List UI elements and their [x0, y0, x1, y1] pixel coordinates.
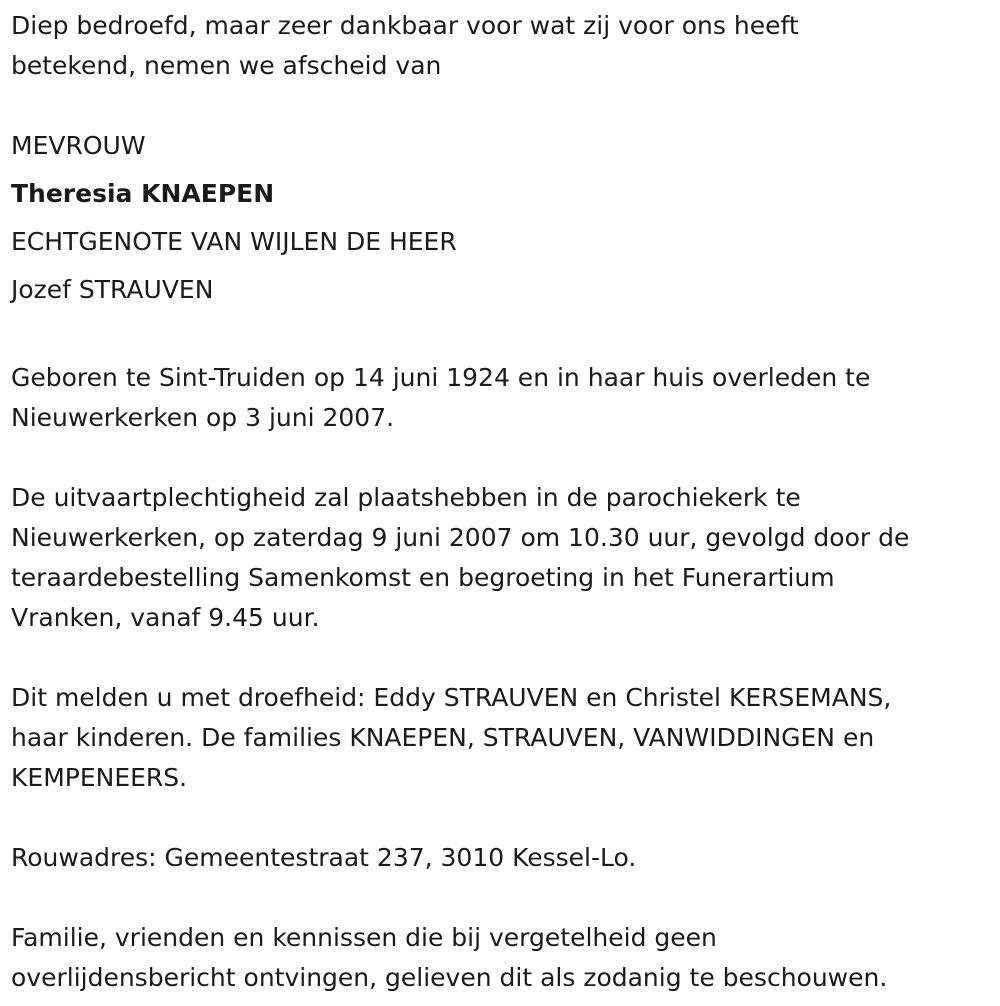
funeral-line-1: De uitvaartplechtigheid zal plaatshebben in de parochiekerk te: [11, 483, 801, 512]
closing-line-2: overlijdensbericht ontvingen, gelieven dit als zodanig te beschouwen.: [11, 963, 888, 992]
spacer: [11, 86, 991, 126]
obituary-document: [11, 0, 991, 998]
funeral-line-4: Vranken, vanaf 9.45 uur.: [11, 603, 320, 632]
spacer: [11, 438, 991, 478]
spacer: [11, 314, 991, 358]
birth-death-line-1: Geboren te Sint-Truiden op 14 juni 1924 en in haar huis overleden te: [11, 363, 871, 392]
intro-line-1: Diep bedroefd, maar zeer dankbaar voor wat zij voor ons heeft: [11, 11, 799, 40]
closing-paragraph: [11, 918, 991, 998]
spacer: [11, 878, 991, 918]
announcers-line-3: KEMPENEERS.: [11, 763, 188, 792]
funeral-line-2: Nieuwerkerken, op zaterdag 9 juni 2007 om 10.30 uur, gevolgd door de: [11, 523, 910, 552]
spouse-name: Jozef STRAUVEN: [11, 275, 214, 304]
spacer: [11, 638, 991, 678]
funeral-paragraph: [11, 478, 991, 638]
intro-line-2: betekend, nemen we afscheid van: [11, 51, 442, 80]
address-paragraph: [11, 838, 991, 878]
deceased-relation: ECHTGENOTE VAN WIJLEN DE HEER: [11, 227, 457, 256]
deceased-name: Theresia KNAEPEN: [11, 179, 275, 208]
funeral-line-3: teraardebestelling Samenkomst en begroeting in het Funerartium: [11, 563, 835, 592]
intro-paragraph: [11, 6, 991, 86]
birth-death-paragraph: [11, 358, 991, 438]
closing-line-1: Familie, vrienden en kennissen die bij vergetelheid geen: [11, 923, 717, 952]
announcers-line-1: Dit melden u met droefheid: Eddy STRAUVEN en Christel KERSEMANS,: [11, 683, 892, 712]
birth-death-line-2: Nieuwerkerken op 3 juni 2007.: [11, 403, 395, 432]
announcers-paragraph: [11, 678, 991, 798]
spacer: [11, 798, 991, 838]
deceased-block: [11, 122, 991, 314]
address-line: Rouwadres: Gemeentestraat 237, 3010 Kessel-Lo.: [11, 843, 637, 872]
deceased-title: MEVROUW: [11, 131, 146, 160]
announcers-line-2: haar kinderen. De families KNAEPEN, STRAUVEN, VANWIDDINGEN en: [11, 723, 875, 752]
